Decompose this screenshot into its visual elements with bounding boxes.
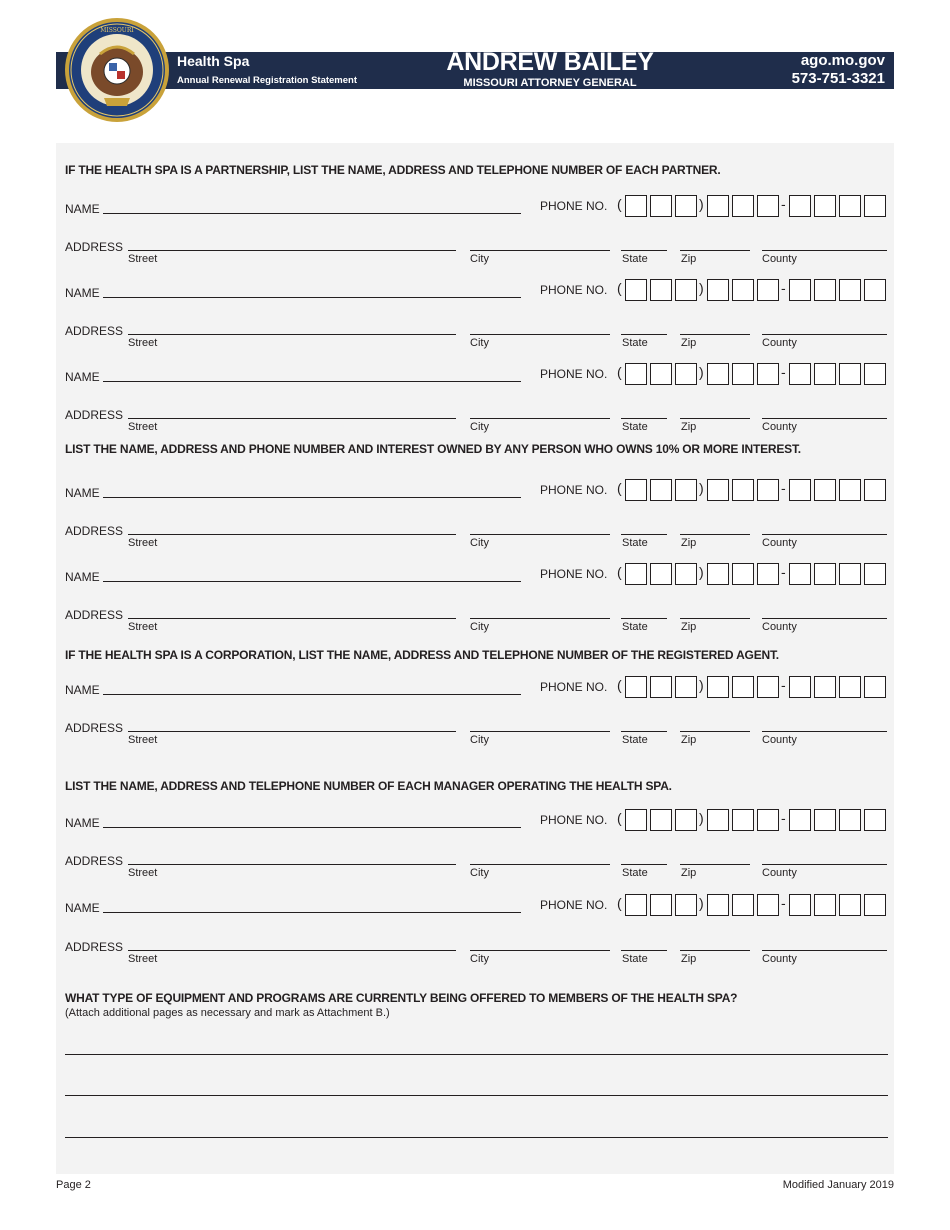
phone-digit-box[interactable] [757, 894, 779, 916]
phone-digit-box[interactable] [864, 809, 886, 831]
state-field[interactable] [621, 534, 667, 535]
name-field[interactable] [103, 213, 521, 214]
close-paren: ) [699, 810, 704, 826]
street-label: Street [128, 734, 158, 746]
phone-digit-box[interactable] [625, 563, 647, 585]
zip-label: Zip [681, 421, 697, 433]
name-label: NAME [65, 202, 100, 216]
address-label: ADDRESS [65, 240, 124, 254]
zip-field[interactable] [680, 731, 750, 732]
name-field[interactable] [103, 581, 521, 582]
county-label: County [762, 537, 797, 549]
attorney-general-name: ANDREW BAILEY [446, 48, 654, 76]
zip-label: Zip [681, 337, 697, 349]
zip-label: Zip [681, 867, 697, 879]
phone-digit-box[interactable] [625, 479, 647, 501]
phone-digit-box[interactable] [864, 676, 886, 698]
address-label: ADDRESS [65, 721, 124, 735]
phone-digit-box[interactable] [757, 195, 779, 217]
dash: - [781, 564, 786, 580]
open-paren: ( [617, 677, 622, 693]
open-paren: ( [617, 364, 622, 380]
close-paren: ) [699, 677, 704, 693]
managers-heading: LIST THE NAME, ADDRESS AND TELEPHONE NUMBER OF EACH MANAGER OPERATING THE HEALTH SPA. [65, 779, 672, 793]
city-field[interactable] [470, 334, 610, 335]
state-field[interactable] [621, 418, 667, 419]
street-field[interactable] [128, 618, 456, 619]
phone-digit-box[interactable] [732, 563, 754, 585]
phone-digit-box[interactable] [814, 479, 836, 501]
zip-label: Zip [681, 621, 697, 633]
phone-digit-box[interactable] [707, 363, 729, 385]
attorney-general-title: MISSOURI ATTORNEY GENERAL [463, 77, 637, 89]
county-field[interactable] [762, 534, 887, 535]
name-field[interactable] [103, 694, 521, 695]
city-label: City [470, 421, 489, 433]
phone-digit-box[interactable] [814, 363, 836, 385]
name-label: NAME [65, 816, 100, 830]
city-field[interactable] [470, 618, 610, 619]
open-paren: ( [617, 280, 622, 296]
county-label: County [762, 953, 797, 965]
name-label: NAME [65, 901, 100, 915]
open-paren: ( [617, 480, 622, 496]
zip-label: Zip [681, 253, 697, 265]
phone-digit-box[interactable] [789, 563, 811, 585]
phone-label: PHONE NO. [540, 567, 608, 581]
phone-digit-box[interactable] [650, 563, 672, 585]
county-field[interactable] [762, 250, 887, 251]
street-field[interactable] [128, 418, 456, 419]
phone-digit-box[interactable] [732, 479, 754, 501]
phone-digit-box[interactable] [625, 363, 647, 385]
city-field[interactable] [470, 731, 610, 732]
street-field[interactable] [128, 864, 456, 865]
zip-label: Zip [681, 734, 697, 746]
county-field[interactable] [762, 618, 887, 619]
phone-digit-box[interactable] [675, 809, 697, 831]
phone-digit-box[interactable] [707, 563, 729, 585]
phone-digit-box[interactable] [732, 363, 754, 385]
phone-digit-box[interactable] [757, 563, 779, 585]
phone-number-field[interactable] [617, 563, 889, 585]
street-label: Street [128, 253, 158, 265]
name-field[interactable] [103, 827, 521, 828]
state-label: State [622, 537, 648, 549]
city-label: City [470, 253, 489, 265]
city-field[interactable] [470, 864, 610, 865]
phone-label: PHONE NO. [540, 898, 608, 912]
phone-digit-box[interactable] [814, 894, 836, 916]
phone-digit-box[interactable] [625, 195, 647, 217]
phone-digit-box[interactable] [864, 279, 886, 301]
open-paren: ( [617, 196, 622, 212]
phone-digit-box[interactable] [732, 894, 754, 916]
phone-label: PHONE NO. [540, 199, 608, 213]
phone-digit-box[interactable] [814, 676, 836, 698]
phone-label: PHONE NO. [540, 283, 608, 297]
address-label: ADDRESS [65, 408, 124, 422]
county-field[interactable] [762, 418, 887, 419]
phone-digit-box[interactable] [707, 479, 729, 501]
phone-label: PHONE NO. [540, 813, 608, 827]
address-label: ADDRESS [65, 324, 124, 338]
city-field[interactable] [470, 250, 610, 251]
zip-field[interactable] [680, 418, 750, 419]
phone-digit-box[interactable] [839, 195, 861, 217]
phone-digit-box[interactable] [675, 279, 697, 301]
phone-digit-box[interactable] [707, 279, 729, 301]
street-label: Street [128, 421, 158, 433]
phone-digit-box[interactable] [789, 809, 811, 831]
phone-digit-box[interactable] [757, 479, 779, 501]
dash: - [781, 810, 786, 826]
zip-label: Zip [681, 537, 697, 549]
phone-number-field[interactable] [617, 479, 889, 501]
phone-digit-box[interactable] [789, 363, 811, 385]
dash: - [781, 480, 786, 496]
equipment-note: (Attach additional pages as necessary and mark as Attachment B.) [65, 1007, 390, 1019]
phone-digit-box[interactable] [757, 279, 779, 301]
zip-field[interactable] [680, 250, 750, 251]
address-label: ADDRESS [65, 524, 124, 538]
phone-digit-box[interactable] [864, 894, 886, 916]
state-field[interactable] [621, 950, 667, 951]
phone-digit-box[interactable] [839, 809, 861, 831]
page-number: Page 2 [56, 1179, 91, 1191]
county-label: County [762, 421, 797, 433]
city-field[interactable] [470, 418, 610, 419]
phone-number-field[interactable] [617, 363, 889, 385]
phone-digit-box[interactable] [789, 676, 811, 698]
city-label: City [470, 621, 489, 633]
equipment-line[interactable] [65, 1054, 888, 1055]
phone-digit-box[interactable] [675, 195, 697, 217]
zip-field[interactable] [680, 334, 750, 335]
state-field[interactable] [621, 334, 667, 335]
phone-digit-box[interactable] [757, 676, 779, 698]
phone-digit-box[interactable] [675, 676, 697, 698]
city-label: City [470, 867, 489, 879]
name-label: NAME [65, 683, 100, 697]
county-field[interactable] [762, 731, 887, 732]
phone-digit-box[interactable] [839, 279, 861, 301]
city-label: City [470, 537, 489, 549]
zip-field[interactable] [680, 618, 750, 619]
city-field[interactable] [470, 534, 610, 535]
phone-digit-box[interactable] [707, 809, 729, 831]
state-label: State [622, 337, 648, 349]
phone-digit-box[interactable] [732, 279, 754, 301]
phone-digit-box[interactable] [707, 894, 729, 916]
street-label: Street [128, 337, 158, 349]
website-link[interactable]: ago.mo.gov [800, 52, 885, 69]
phone-digit-box[interactable] [732, 809, 754, 831]
name-field[interactable] [103, 381, 521, 382]
city-label: City [470, 953, 489, 965]
equipment-line[interactable] [65, 1137, 888, 1138]
phone-digit-box[interactable] [675, 563, 697, 585]
street-field[interactable] [128, 534, 456, 535]
partners-heading: IF THE HEALTH SPA IS A PARTNERSHIP, LIST THE NAME, ADDRESS AND TELEPHONE NUMBER OF EACH PARTNER. [65, 163, 721, 177]
phone-digit-box[interactable] [789, 195, 811, 217]
modified-date: Modified January 2019 [782, 1179, 894, 1191]
phone-label: PHONE NO. [540, 680, 608, 694]
phone-digit-box[interactable] [707, 195, 729, 217]
state-label: State [622, 867, 648, 879]
phone-digit-box[interactable] [732, 676, 754, 698]
phone-digit-box[interactable] [839, 676, 861, 698]
name-label: NAME [65, 486, 100, 500]
phone-number-field[interactable] [617, 894, 889, 916]
state-field[interactable] [621, 731, 667, 732]
street-label: Street [128, 953, 158, 965]
open-paren: ( [617, 810, 622, 826]
county-field[interactable] [762, 950, 887, 951]
dash: - [781, 677, 786, 693]
spa-subtitle: Annual Renewal Registration Statement [177, 75, 358, 86]
phone-digit-box[interactable] [814, 563, 836, 585]
county-label: County [762, 621, 797, 633]
city-field[interactable] [470, 950, 610, 951]
phone-digit-box[interactable] [625, 279, 647, 301]
street-label: Street [128, 621, 158, 633]
phone-digit-box[interactable] [814, 809, 836, 831]
name-label: NAME [65, 370, 100, 384]
phone-digit-box[interactable] [757, 809, 779, 831]
phone-digit-box[interactable] [650, 363, 672, 385]
phone-digit-box[interactable] [625, 809, 647, 831]
open-paren: ( [617, 564, 622, 580]
phone-digit-box[interactable] [650, 195, 672, 217]
street-field[interactable] [128, 250, 456, 251]
phone-digit-box[interactable] [650, 279, 672, 301]
address-label: ADDRESS [65, 940, 124, 954]
close-paren: ) [699, 480, 704, 496]
agent-heading: IF THE HEALTH SPA IS A CORPORATION, LIST THE NAME, ADDRESS AND TELEPHONE NUMBER OF THE REGISTERED AGENT. [65, 648, 779, 662]
phone-digit-box[interactable] [675, 894, 697, 916]
phone-digit-box[interactable] [839, 479, 861, 501]
phone-digit-box[interactable] [864, 479, 886, 501]
svg-text:MISSOURI: MISSOURI [100, 27, 134, 34]
county-field[interactable] [762, 864, 887, 865]
street-field[interactable] [128, 731, 456, 732]
phone-digit-box[interactable] [864, 363, 886, 385]
phone-digit-box[interactable] [839, 894, 861, 916]
phone-number-field[interactable] [617, 809, 889, 831]
close-paren: ) [699, 280, 704, 296]
contact-phone: 573-751-3321 [791, 70, 885, 87]
phone-label: PHONE NO. [540, 367, 608, 381]
address-label: ADDRESS [65, 854, 124, 868]
phone-digit-box[interactable] [757, 363, 779, 385]
close-paren: ) [699, 564, 704, 580]
address-label: ADDRESS [65, 608, 124, 622]
equipment-line[interactable] [65, 1095, 888, 1096]
phone-digit-box[interactable] [707, 676, 729, 698]
phone-digit-box[interactable] [675, 479, 697, 501]
phone-digit-box[interactable] [839, 363, 861, 385]
open-paren: ( [617, 895, 622, 911]
spa-title: Health Spa [177, 53, 250, 69]
state-seal-icon [64, 16, 170, 124]
county-label: County [762, 734, 797, 746]
zip-field[interactable] [680, 950, 750, 951]
phone-label: PHONE NO. [540, 483, 608, 497]
county-label: County [762, 867, 797, 879]
phone-digit-box[interactable] [839, 563, 861, 585]
phone-digit-box[interactable] [650, 894, 672, 916]
phone-digit-box[interactable] [864, 195, 886, 217]
name-label: NAME [65, 286, 100, 300]
phone-number-field[interactable] [617, 279, 889, 301]
state-field[interactable] [621, 618, 667, 619]
street-label: Street [128, 867, 158, 879]
street-label: Street [128, 537, 158, 549]
dash: - [781, 364, 786, 380]
state-label: State [622, 953, 648, 965]
state-label: State [622, 621, 648, 633]
phone-digit-box[interactable] [789, 279, 811, 301]
phone-number-field[interactable] [617, 676, 889, 698]
zip-field[interactable] [680, 864, 750, 865]
phone-digit-box[interactable] [650, 809, 672, 831]
city-label: City [470, 734, 489, 746]
phone-digit-box[interactable] [732, 195, 754, 217]
dash: - [781, 895, 786, 911]
phone-digit-box[interactable] [625, 676, 647, 698]
street-field[interactable] [128, 950, 456, 951]
state-field[interactable] [621, 864, 667, 865]
equipment-heading: WHAT TYPE OF EQUIPMENT AND PROGRAMS ARE CURRENTLY BEING OFFERED TO MEMBERS OF THE HEALTH SPA? [65, 991, 738, 1005]
phone-digit-box[interactable] [650, 479, 672, 501]
name-field[interactable] [103, 297, 521, 298]
phone-digit-box[interactable] [789, 894, 811, 916]
close-paren: ) [699, 895, 704, 911]
city-label: City [470, 337, 489, 349]
dash: - [781, 280, 786, 296]
phone-number-field[interactable] [617, 195, 889, 217]
phone-digit-box[interactable] [625, 894, 647, 916]
close-paren: ) [699, 364, 704, 380]
state-label: State [622, 421, 648, 433]
phone-digit-box[interactable] [814, 195, 836, 217]
dash: - [781, 196, 786, 212]
phone-digit-box[interactable] [864, 563, 886, 585]
state-label: State [622, 734, 648, 746]
phone-digit-box[interactable] [814, 279, 836, 301]
phone-digit-box[interactable] [675, 363, 697, 385]
owners-heading: LIST THE NAME, ADDRESS AND PHONE NUMBER AND INTEREST OWNED BY ANY PERSON WHO OWNS 10% OR MORE INTEREST. [65, 442, 801, 456]
close-paren: ) [699, 196, 704, 212]
name-field[interactable] [103, 497, 521, 498]
zip-field[interactable] [680, 534, 750, 535]
name-label: NAME [65, 570, 100, 584]
state-field[interactable] [621, 250, 667, 251]
phone-digit-box[interactable] [650, 676, 672, 698]
street-field[interactable] [128, 334, 456, 335]
zip-label: Zip [681, 953, 697, 965]
phone-digit-box[interactable] [789, 479, 811, 501]
county-field[interactable] [762, 334, 887, 335]
state-label: State [622, 253, 648, 265]
county-label: County [762, 253, 797, 265]
name-field[interactable] [103, 912, 521, 913]
county-label: County [762, 337, 797, 349]
